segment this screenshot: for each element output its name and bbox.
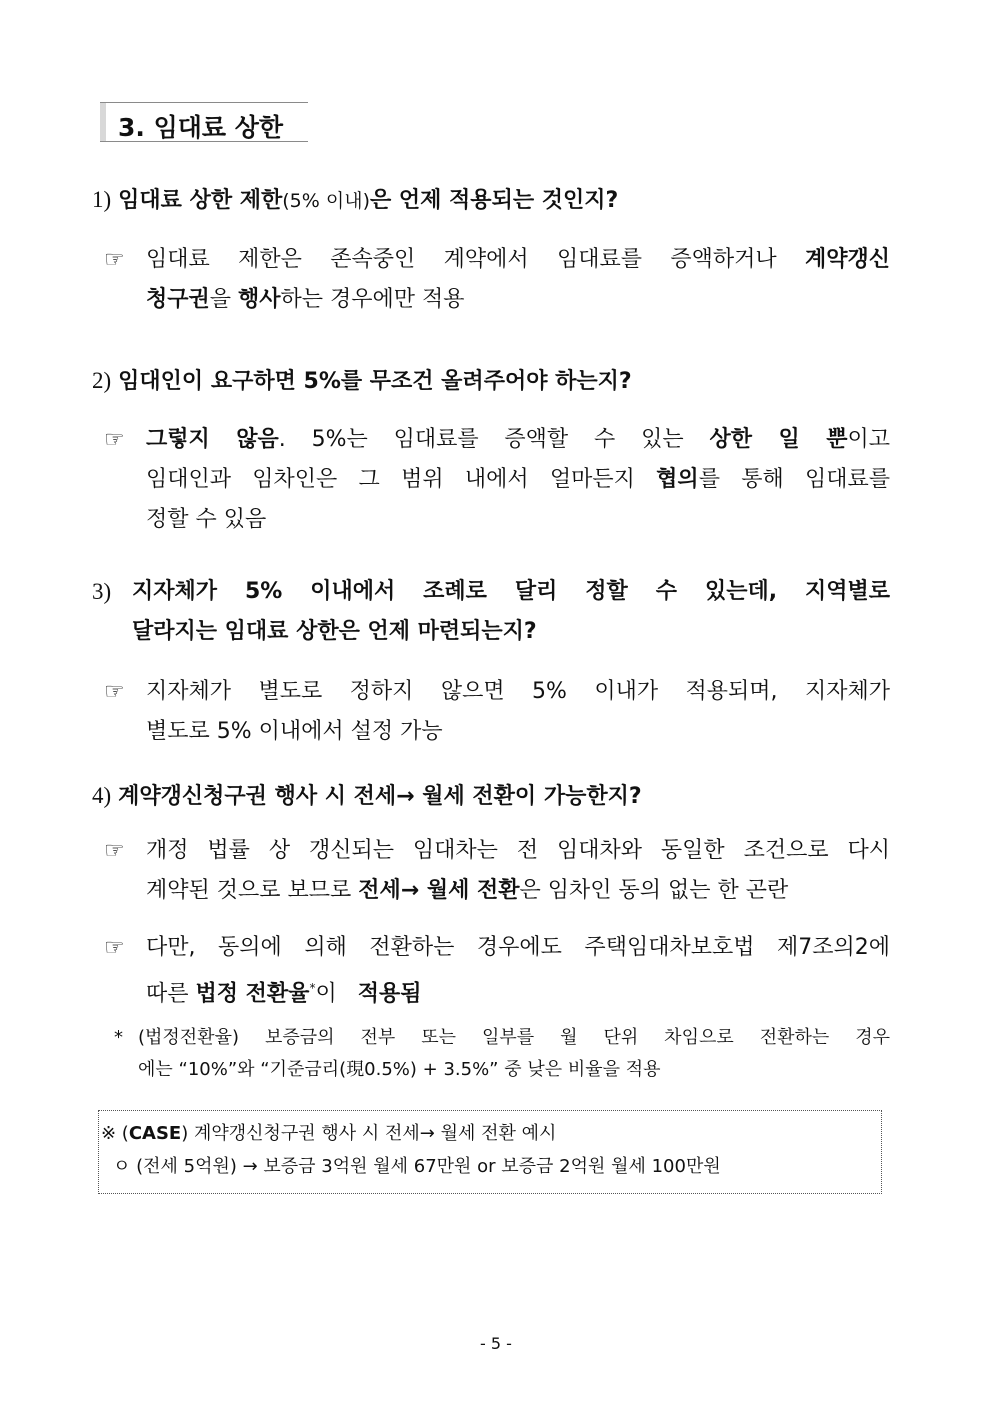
answer-line (146, 240, 890, 280)
question-text-note: (5% 이내) (282, 190, 370, 212)
answer-line: 다만, 동의에 의해 전환하는 경우에도 주택임대차보호법 제7조의2에 (146, 935, 890, 960)
answer-line (146, 968, 890, 1014)
answer-3 (104, 672, 890, 752)
section-title: 3. 임대료 상한 (118, 113, 284, 142)
pointing-hand-icon: ☞ (104, 247, 125, 273)
answer-text: 하는 경우에만 적용 (280, 287, 465, 312)
question-text-rest: 은 언제 적용되는 것인지? (369, 188, 619, 213)
answer-line (146, 871, 890, 911)
answer-line (146, 420, 890, 460)
answer-text: 를 통해 임대료를 (698, 467, 890, 492)
answer-text: 이 (315, 981, 337, 1007)
section-title-box (100, 102, 308, 142)
answer-bold: 법정 전환율 (195, 981, 310, 1007)
answer-bold: 청구권 (146, 287, 210, 312)
case-prefix: ※ ( (101, 1123, 129, 1144)
question-1 (92, 180, 618, 221)
question-number: 3) (92, 579, 112, 604)
answer-line: 개정 법률 상 갱신되는 임대차는 전 임대차와 동일한 조건으로 다시 (146, 838, 890, 863)
answer-line: 정할 수 있음 (146, 507, 267, 532)
pointing-hand-icon: ☞ (104, 838, 125, 864)
footnote-line: 에는 “10%”와 “기준금리(現0.5%) + 3.5%” 중 낮은 비율을 적용 (138, 1059, 661, 1080)
pointing-hand-icon: ☞ (104, 935, 125, 961)
answer-bold: 적용됨 (357, 981, 422, 1007)
case-title (101, 1119, 556, 1149)
question-text: 지자체가 5% 이내에서 조례로 달리 정할 수 있는데, 지역별로 (132, 579, 890, 604)
answer-bold: 협의 (656, 467, 699, 492)
question-text: 임대료 상한 제한 (118, 188, 283, 213)
title-shade (100, 103, 106, 141)
answer-bold: 계약갱신 (805, 247, 891, 272)
answer-text: 임대료 제한은 존속중인 계약에서 임대료를 증액하거나 (146, 247, 777, 272)
case-example: ㅇ (전세 5억원) → 보증금 3억원 월세 67만원 or 보증금 2억원 월세 100만원 (113, 1156, 721, 1177)
footnote-line: (법정전환율) 보증금의 전부 또는 일부를 월 단위 차임으로 전환하는 경우 (138, 1027, 890, 1048)
page-number: - 5 - (480, 1334, 512, 1353)
case-example-box (98, 1110, 882, 1194)
answer-1 (104, 240, 890, 320)
question-2 (92, 361, 632, 402)
answer-text: . 5%는 임대료를 증액할 수 있는 (278, 427, 684, 452)
footnote-marker: * (309, 981, 316, 995)
answer-text: 따른 (146, 981, 189, 1007)
question-number: 4) (92, 783, 112, 808)
answer-text: 이고 (847, 427, 890, 452)
question-3 (92, 572, 890, 652)
answer-line (146, 280, 890, 320)
pointing-hand-icon: ☞ (104, 679, 125, 705)
case-title-text: ) 계약갱신청구권 행사 시 전세→ 월세 전환 예시 (181, 1123, 557, 1144)
answer-bold: 그렇지 않음 (146, 427, 279, 452)
case-label: CASE (128, 1123, 182, 1144)
answer-line: 지자체가 별도로 정하지 않으면 5% 이내가 적용되며, 지자체가 (146, 679, 890, 704)
footnote-star: * (114, 1027, 123, 1048)
answer-4b (104, 928, 890, 1014)
answer-text: 은 임차인 동의 없는 한 곤란 (519, 878, 789, 903)
question-number: 1) (92, 187, 112, 212)
footnote (114, 1022, 890, 1086)
question-text: 계약갱신청구권 행사 시 전세→ 월세 전환이 가능한지? (118, 784, 642, 809)
answer-bold: 전세→ 월세 전환 (358, 878, 520, 903)
answer-bold: 상한 일 뿐 (709, 427, 848, 452)
answer-2 (104, 420, 890, 540)
pointing-hand-icon: ☞ (104, 427, 125, 453)
answer-bold: 행사 (238, 287, 281, 312)
question-4 (92, 776, 642, 817)
answer-4a (104, 831, 890, 911)
answer-text: 임대인과 임차인은 그 범위 내에서 얼마든지 (146, 467, 635, 492)
answer-line: 별도로 5% 이내에서 설정 가능 (146, 719, 443, 744)
question-text: 임대인이 요구하면 5%를 무조건 올려주어야 하는지? (118, 369, 632, 394)
question-number: 2) (92, 368, 112, 393)
question-text-line-2: 달라지는 임대료 상한은 언제 마련되는지? (132, 619, 537, 644)
answer-line (146, 460, 890, 500)
answer-text: 계약된 것으로 보므로 (146, 878, 352, 903)
answer-text: 을 (209, 287, 232, 312)
